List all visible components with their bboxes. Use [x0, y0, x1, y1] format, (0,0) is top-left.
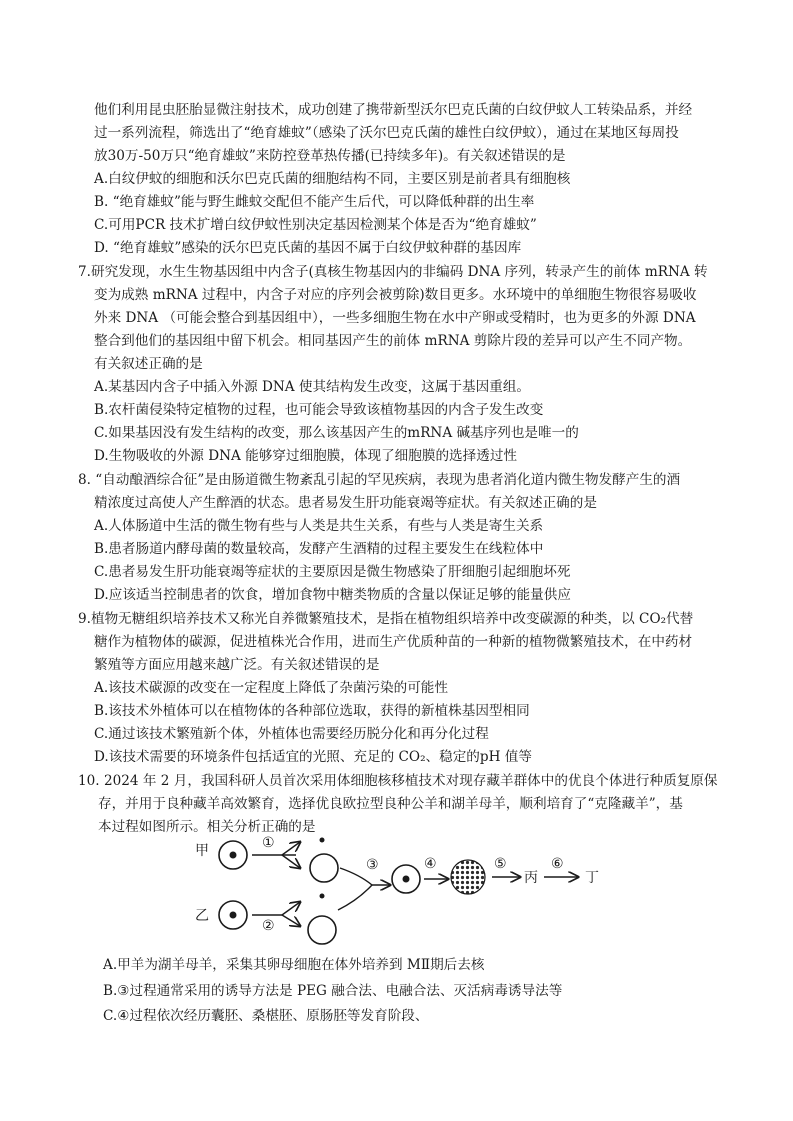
- step-2-label: ②: [262, 918, 275, 934]
- q6-option-c: C.可用PCR 技术扩增白纹伊蚊性别决定基因检测某个体是否为“绝育雄蚊”: [94, 217, 537, 233]
- q10-stem-line-1: 10. 2024 年 2 月，我国科研人员首次采用体细胞核移植技术对现存藏羊群体中的优良个体进行种质复原保: [78, 773, 718, 789]
- nucleus-dot-bottom: [320, 894, 325, 899]
- q7-option-d: D.生物吸收的外源 DNA 能够穿过细胞膜，体现了细胞膜的选择透过性: [94, 448, 518, 464]
- q7-stem-line-1: 7.研究发现，水生生物基因组中内含子(真核生物基因内的非编码 DNA 序列，转录产生的前体 mRNA 转: [78, 264, 708, 280]
- q9-stem-line-1: 9.植物无糖组织培养技术又称光自养微繁殖技术，是指在植物组织培养中改变碳源的种类，以 CO₂代替: [78, 611, 694, 627]
- q8-option-c: C.患者易发生肝功能衰竭等症状的主要原因是微生物感染了肝细胞引起细胞坏死: [94, 564, 571, 580]
- reconstructed-cell: [392, 865, 420, 893]
- merge-line-top: [340, 868, 372, 885]
- q7-stem-line-3: 外来 DNA （可能会整合到基因组中），一些多细胞生物在水中产卵或受精时，也为更多的外源 DNA: [94, 310, 696, 326]
- enucleated-oocyte: [310, 854, 338, 882]
- q8-option-a: A.人体肠道中生活的微生物有些与人类是共生关系，有些与人类是寄生关系: [94, 518, 544, 534]
- q6-option-b: B. “绝育雄蚊”能与野生雌蚊交配但不能产生后代，可以降低种群的出生率: [94, 194, 535, 210]
- step-5-label: ⑤: [494, 856, 507, 872]
- step-4-label: ④: [424, 856, 437, 872]
- q6-stem-line-3: 放30万-50万只“绝育雄蚊”来防控登革热传播(已持续多年)。有关叙述错误的是: [94, 148, 566, 164]
- q9-option-c: C.通过该技术繁殖新个体，外植体也需要经历脱分化和再分化过程: [94, 726, 489, 742]
- label-jia: 甲: [195, 843, 209, 859]
- q7-stem-line-2: 变为成熟 mRNA 过程中，内含子对应的序列会被剪除)数目更多。水环境中的单细胞生物很容易吸收: [94, 287, 697, 303]
- q9-option-d: D.该技术需要的环境条件包括适宜的光照、充足的 CO₂、稳定的pH 值等: [94, 749, 532, 765]
- q6-stem-line-2: 过一系列流程，筛选出了“绝育雄蚊”（感染了沃尔巴克氏菌的雄性白纹伊蚊），通过在某地区每周投: [94, 125, 679, 141]
- q6-option-d: D. “绝育雄蚊”感染的沃尔巴克氏菌的基因不属于白纹伊蚊种群的基因库: [94, 240, 522, 256]
- q8-stem-line-1: 8. “自动酿酒综合征”是由肠道微生物紊乱引起的罕见疾病，表现为患者消化道内微生物发酵产生的酒: [78, 472, 681, 488]
- step-1-arrow-down: [282, 855, 300, 868]
- label-yi: 乙: [195, 908, 209, 924]
- q7-option-a: A.某基因内含子中插入外源 DNA 使其结构发生改变，这属于基因重组。: [94, 379, 531, 395]
- cell-jia: [219, 841, 247, 869]
- q7-option-b: B.农杆菌侵染特定植物的过程，也可能会导致该植物基因的内含子发生改变: [94, 402, 544, 418]
- q9-option-a: A.该技术碳源的改变在一定程度上降低了杂菌污染的可能性: [94, 680, 448, 696]
- q10-option-b: B.③过程通常采用的诱导方法是 PEG 融合法、电融合法、灭活病毒诱导法等: [103, 983, 563, 999]
- q10-stem-line-2: 存，并用于良种藏羊高效繁育，选择优良欧拉型良种公羊和湖羊母羊，顺利培育了“克隆藏羊”，基: [98, 796, 683, 812]
- q8-stem-line-2: 精浓度过高使人产生醉酒的状态。患者易发生肝功能衰竭等症状。有关叙述正确的是: [94, 495, 597, 511]
- q9-option-b: B.该技术外植体可以在植物体的各种部位选取，获得的新植株基因型相同: [94, 703, 530, 719]
- q9-stem-line-2: 糖作为植物体的碳源，促进植株光合作用，进而生产优质种苗的一种新的植物微繁殖技术，在中药材: [94, 634, 693, 650]
- step-1-label: ①: [262, 835, 275, 851]
- step-6-label: ⑥: [551, 856, 564, 872]
- q10-stem-line-3: 本过程如图所示。相关分析正确的是: [98, 819, 316, 835]
- merge-line-bottom: [338, 885, 372, 910]
- q9-stem-line-3: 繁殖等方面应用越来越广泛。有关叙述错误的是: [94, 657, 380, 673]
- q6-option-a: A.白纹伊蚊的细胞和沃尔巴克氏菌的细胞结构不同，主要区别是前者具有细胞核: [94, 171, 571, 187]
- q8-option-b: B.患者肠道内酵母菌的数量较高，发酵产生酒精的过程主要发生在线粒体中: [94, 541, 544, 557]
- early-embryo: [451, 860, 485, 894]
- q8-option-d: D.应该适当控制患者的饮食，增加食物中糖类物质的含量以保证足够的能量供应: [94, 587, 571, 603]
- q10-option-a: A.甲羊为湖羊母羊，采集其卵母细胞在体外培养到 MⅡ期后去核: [103, 957, 485, 973]
- label-ding: 丁: [585, 870, 599, 886]
- q7-stem-line-4: 整合到他们的基因组中留下机会。相同基因产生的前体 mRNA 剪除片段的差异可以产生不同产物。: [94, 333, 692, 349]
- q7-option-c: C.如果基因没有发生结构的改变，那么该基因产生的mRNA 碱基序列也是唯一的: [94, 425, 579, 441]
- cell-yi: [219, 901, 247, 929]
- q7-stem-line-5: 有关叙述正确的是: [94, 356, 203, 372]
- nucleus-dot-top: [320, 838, 325, 843]
- step-2-arrow-up: [282, 902, 300, 915]
- q6-stem-line-1: 他们利用昆虫胚胎显微注射技术，成功创建了携带新型沃尔巴克氏菌的白纹伊蚊人工转染品系，并经: [94, 102, 693, 118]
- q10-option-c: C.④过程依次经历囊胚、桑椹胚、原肠胚等发育阶段、: [103, 1008, 429, 1024]
- step-3-label: ③: [366, 857, 379, 873]
- step-2-arrow-down: [282, 915, 300, 926]
- label-bing: 丙: [524, 870, 538, 886]
- step-1-arrow-up: [282, 842, 300, 855]
- somatic-cell-body: [308, 916, 336, 944]
